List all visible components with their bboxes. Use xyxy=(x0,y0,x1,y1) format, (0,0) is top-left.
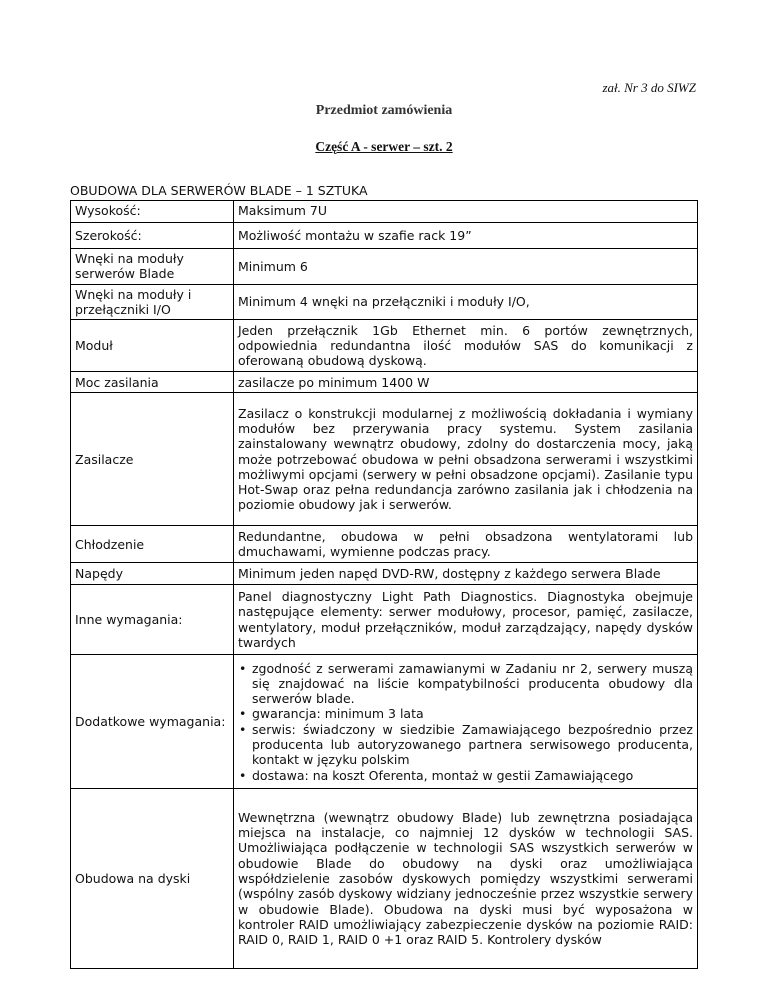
row-value: Możliwość montażu w szafie rack 19” xyxy=(234,223,698,249)
list-item: • gwarancja: minimum 3 lata xyxy=(252,706,693,721)
row-label: Moduł xyxy=(71,320,234,372)
row-label: Chłodzenie xyxy=(71,526,234,563)
row-label: Zasilacze xyxy=(71,393,234,526)
section-heading: OBUDOWA DLA SERWERÓW BLADE – 1 SZTUKA xyxy=(70,183,368,198)
row-value: Minimum 4 wnęki na przełączniki i moduły I/O, xyxy=(234,284,698,320)
attachment-reference: zał. Nr 3 do SIWZ xyxy=(602,80,696,95)
row-value: Panel diagnostyczny Light Path Diagnostics. Diagnostyka obejmuje następujące elementy: serwer modułowy, procesor, pamięć, zasilacze, wentylatory, moduł przełączników, moduł zarządzający, napędy dysków twardych xyxy=(234,585,698,655)
row-value: Minimum 6 xyxy=(234,249,698,285)
list-item: • serwis: świadczony w siedzibie Zamawiającego bezpośrednio przez producenta lub autoryzowanego partnera serwisowego producenta, kontakt w języku polskim xyxy=(252,722,693,768)
table-row xyxy=(71,284,698,320)
table-row xyxy=(71,655,698,789)
table-row xyxy=(71,393,698,526)
table-row xyxy=(71,201,698,223)
row-label: Wnęki na moduły i przełączniki I/O xyxy=(71,284,234,320)
row-value: Redundantne, obudowa w pełni obsadzona wentylatorami lub dmuchawami, wymienne podczas pracy. xyxy=(234,526,698,563)
row-label: Inne wymagania: xyxy=(71,585,234,655)
row-label: Moc zasilania xyxy=(71,372,234,393)
row-value: Wewnętrzna (wewnątrz obudowy Blade) lub zewnętrzna posiadająca miejsca na instalacje, co najmniej 12 dysków w technologii SAS. Umożliwiająca podłączenie w technologii SAS wszystkich serwerów w obudowie Blade do obudowy na dyski oraz umożliwiająca współdzielenie zasobów dyskowych pomiędzy wszystkimi serwerami (wspólny zasób dyskowy widziany jednocześnie przez wszystkie serwery w obudowie Blade). Obudowa na dyski musi być wyposażona w kontroler RAID umożliwiający zabezpieczenie dysków na poziomie RAID: RAID 0, RAID 1, RAID 0 +1 oraz RAID 5. Kontrolery dysków xyxy=(234,789,698,969)
table-row xyxy=(71,249,698,285)
row-value-list xyxy=(234,655,698,789)
row-label: Napędy xyxy=(71,563,234,585)
row-value: Zasilacz o konstrukcji modularnej z możliwością dokładania i wymiany modułów bez przerywania pracy systemu. System zasilania zainstalowany wewnątrz obudowy, zdolny do dostarczenia mocy, jaką może potrzebować obudowa w pełni obsadzona serwerami i wszystkimi możliwymi opcjami (serwery w pełni obsadzone opcjami). Zasilanie typu Hot-Swap oraz pełna redundancja zarówno zasilania jak i chłodzenia na poziomie obudowy jak i serwerów. xyxy=(234,393,698,526)
specification-table xyxy=(70,200,698,969)
row-value: zasilacze po minimum 1400 W xyxy=(234,372,698,393)
row-label: Wysokość: xyxy=(71,201,234,223)
requirements-list xyxy=(238,661,693,783)
table-row xyxy=(71,526,698,563)
list-item: • dostawa: na koszt Oferenta, montaż w gestii Zamawiającego xyxy=(252,768,693,783)
row-label: Szerokość: xyxy=(71,223,234,249)
row-label: Obudowa na dyski xyxy=(71,789,234,969)
row-value: Jeden przełącznik 1Gb Ethernet min. 6 portów zewnętrznych, odpowiednia redundantna ilość modułów SAS do komunikacji z oferowaną obudową dyskową. xyxy=(234,320,698,372)
table-row xyxy=(71,563,698,585)
table-row xyxy=(71,223,698,249)
row-value: Maksimum 7U xyxy=(234,201,698,223)
row-label: Wnęki na moduły serwerów Blade xyxy=(71,249,234,285)
part-subtitle: Część A - serwer – szt. 2 xyxy=(315,139,453,154)
list-item: • zgodność z serwerami zamawianymi w Zadaniu nr 2, serwery muszą się znajdować na liście kompatybilności producenta obudowy dla serwerów blade. xyxy=(252,661,693,707)
document-title: Przedmiot zamówienia xyxy=(315,103,453,118)
table-row xyxy=(71,789,698,969)
row-label: Dodatkowe wymagania: xyxy=(71,655,234,789)
table-row xyxy=(71,320,698,372)
table-row xyxy=(71,585,698,655)
table-row xyxy=(71,372,698,393)
row-value: Minimum jeden napęd DVD-RW, dostępny z każdego serwera Blade xyxy=(234,563,698,585)
